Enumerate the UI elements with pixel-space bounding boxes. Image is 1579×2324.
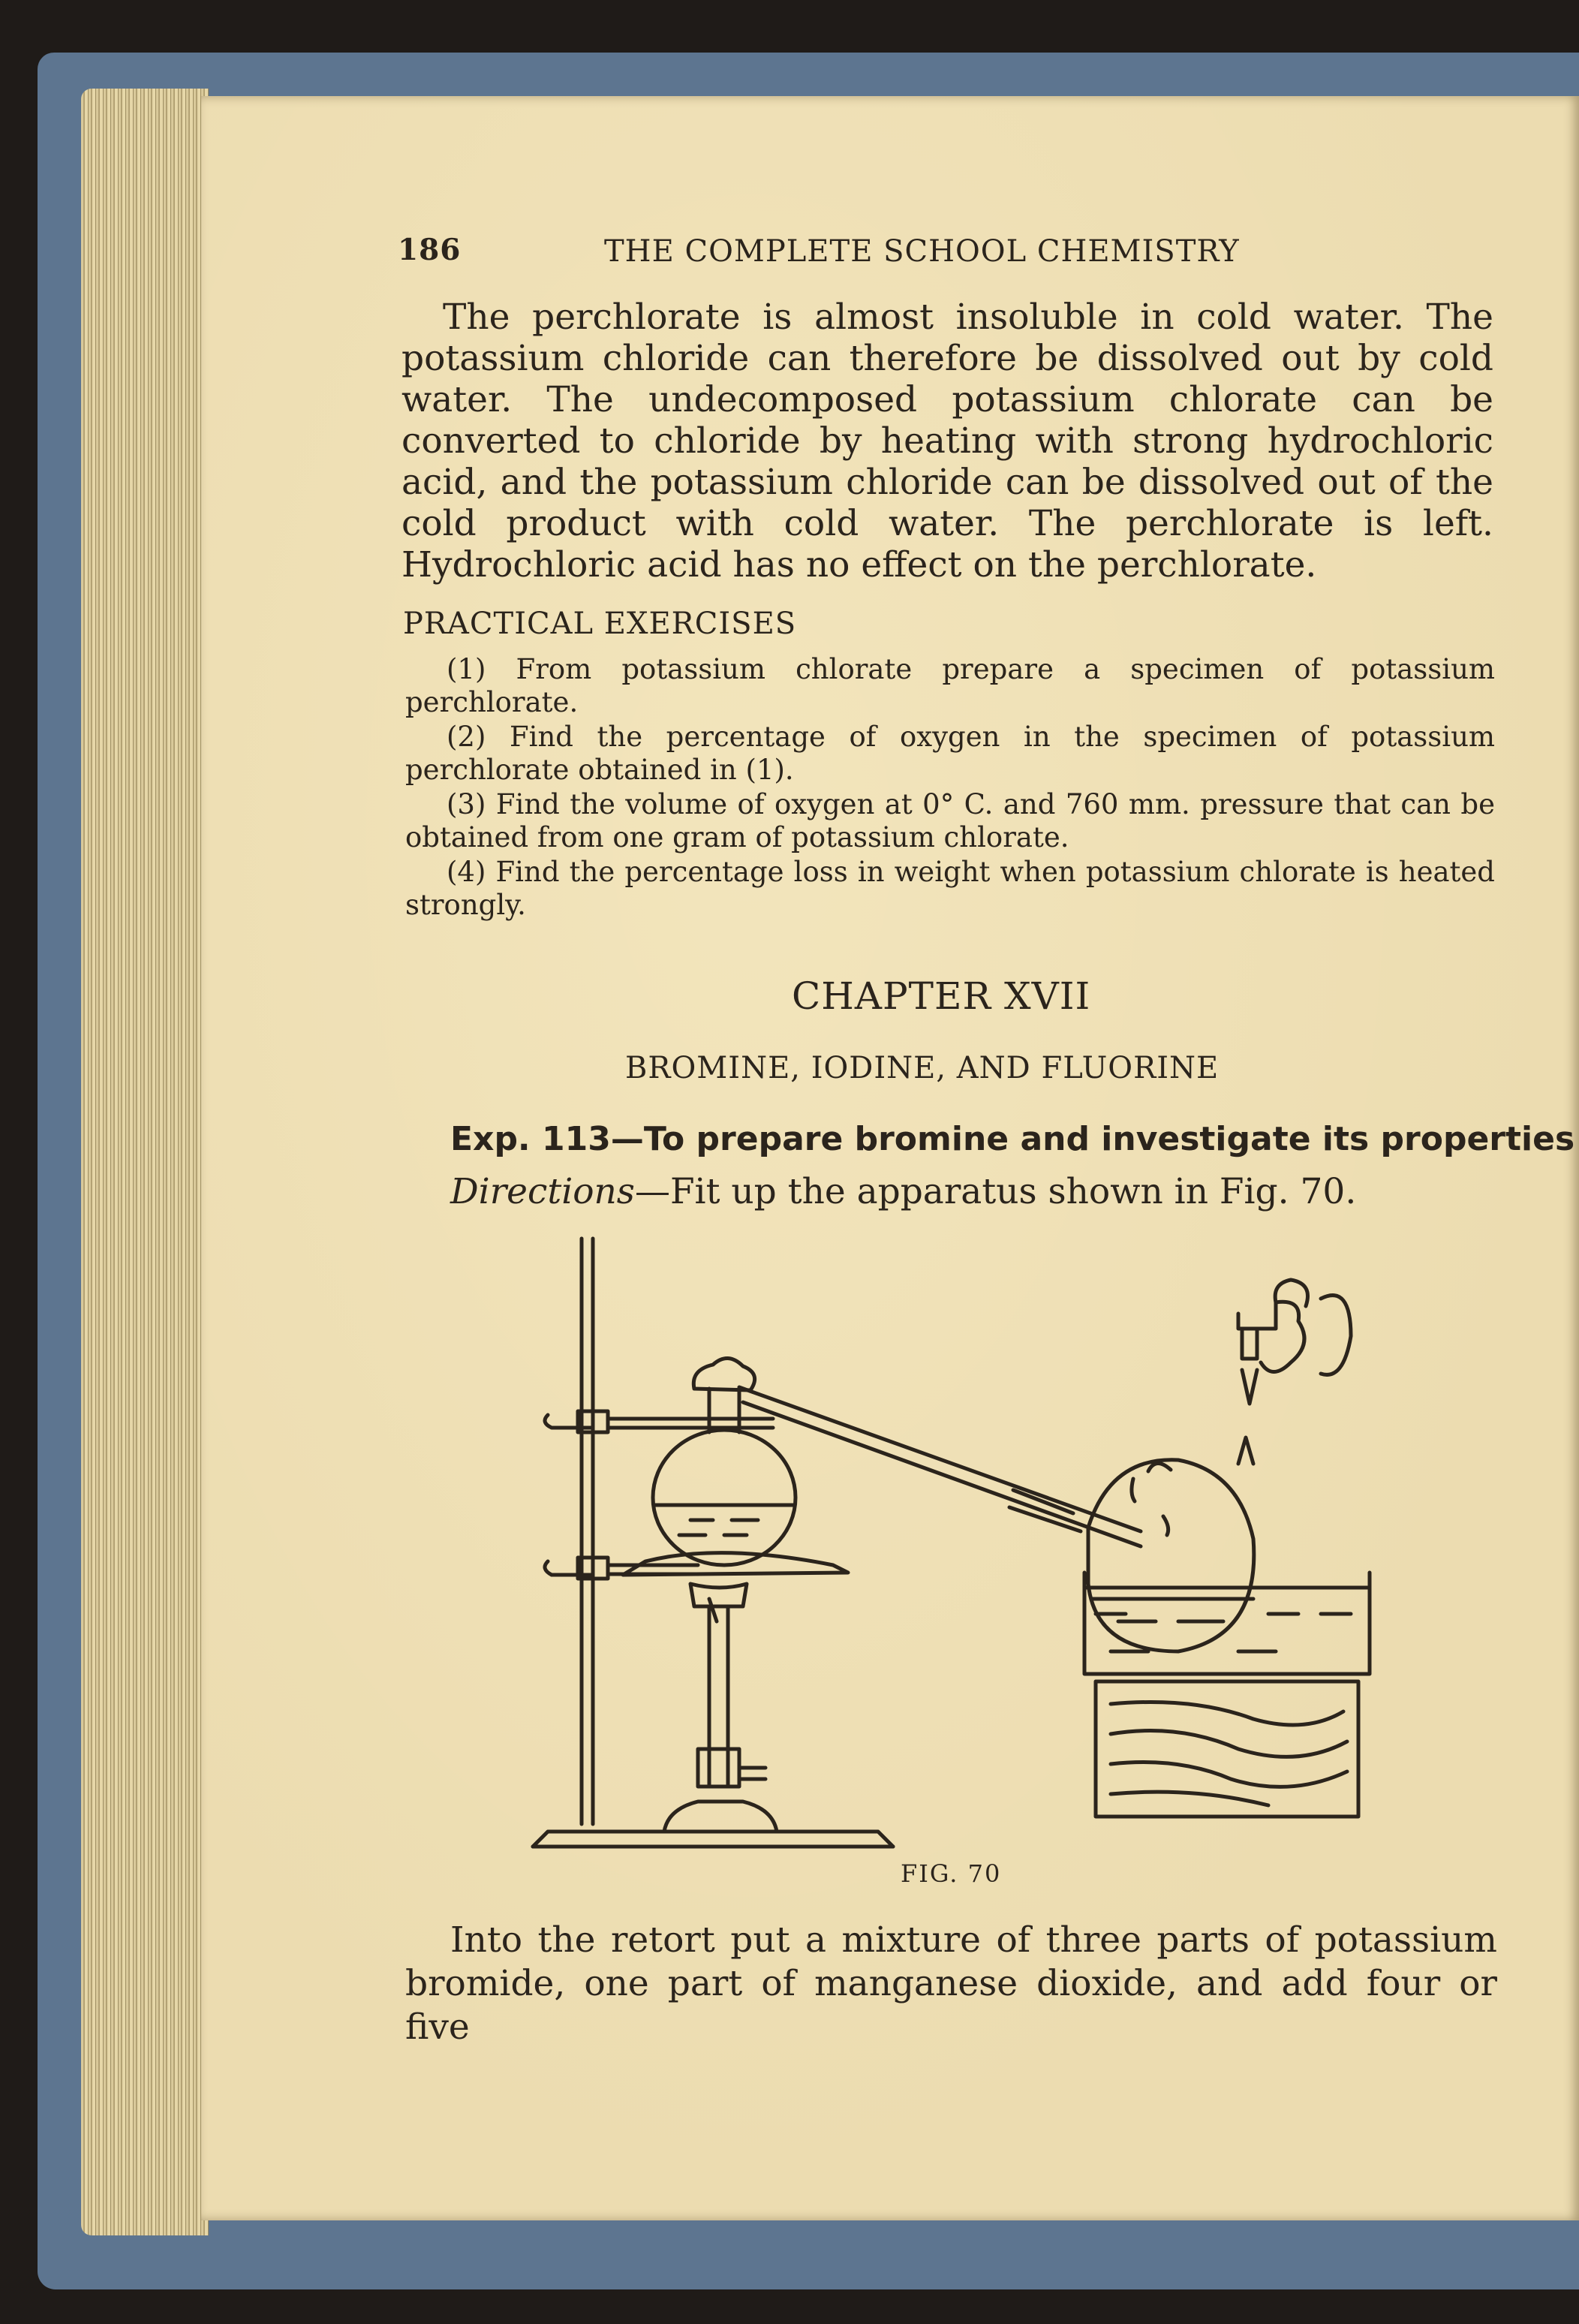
paragraph-retort: Into the retort put a mixture of three parts of potassium bromide, one part of manganese dioxide, and add four or five bbox=[405, 1919, 1497, 2048]
apparatus-illustration bbox=[518, 1231, 1388, 1854]
paragraph-perchlorate: The perchlorate is almost insoluble in cold water. The potassium chloride can therefore be dissolved out by cold water. The undecomposed potassium chlorate can be converted to chloride by heating with strong hydrochloric acid, and the potassium chloride can be dissolved out of the cold product with cold water. The perchlorate is left. Hydrochloric acid has no effect on the perchlorate. bbox=[402, 297, 1493, 586]
exercise-item: (3) Find the volume of oxygen at 0° C. and 760 mm. pressure that can be obtained from one gram of potassium chlorate. bbox=[405, 788, 1495, 853]
experiment-heading: Exp. 113—To prepare bromine and investigate its properties bbox=[450, 1120, 1575, 1158]
directions-line bbox=[450, 1171, 1356, 1212]
figure-caption: FIG. 70 bbox=[901, 1859, 1002, 1888]
exercise-item: (4) Find the percentage loss in weight when potassium chlorate is heated strongly. bbox=[405, 856, 1495, 921]
page-edges bbox=[81, 89, 209, 2235]
page-number: 186 bbox=[398, 233, 462, 267]
exercise-item: (2) Find the percentage of oxygen in the specimen of potassium perchlorate obtained in (1). bbox=[405, 721, 1495, 786]
exercise-item: (1) From potassium chlorate prepare a specimen of potassium perchlorate. bbox=[405, 653, 1495, 718]
directions-text: —Fit up the apparatus shown in Fig. 70. bbox=[634, 1171, 1357, 1212]
chapter-title: CHAPTER XVII bbox=[792, 974, 1091, 1018]
chapter-subtitle: BROMINE, IODINE, AND FLUORINE bbox=[625, 1051, 1220, 1085]
running-head: THE COMPLETE SCHOOL CHEMISTRY bbox=[604, 234, 1240, 269]
directions-label: Directions bbox=[450, 1171, 635, 1212]
practical-exercises-heading: PRACTICAL EXERCISES bbox=[403, 607, 797, 641]
